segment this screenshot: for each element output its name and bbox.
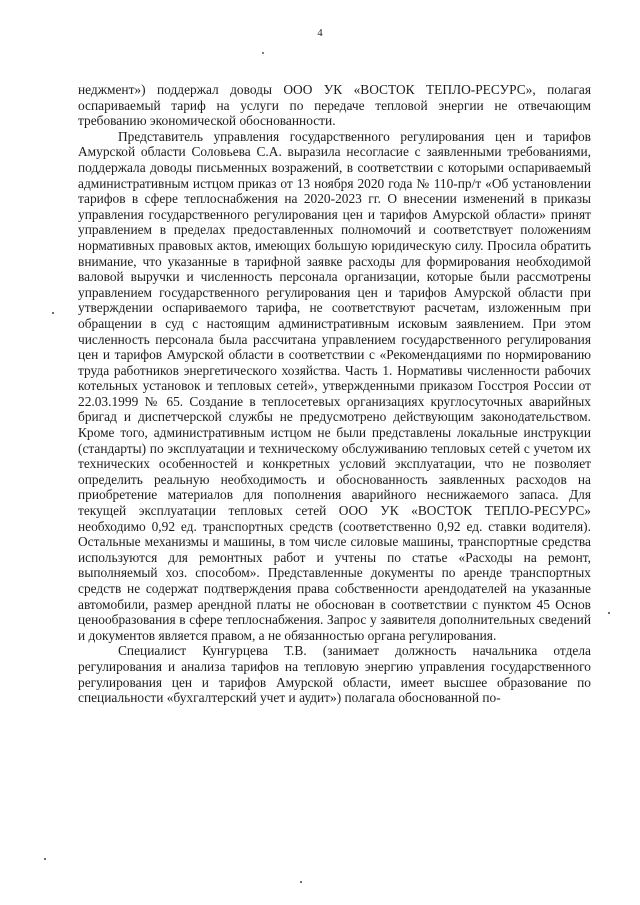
scan-speck [608, 612, 610, 614]
page-number: 4 [317, 28, 323, 39]
scan-speck [262, 52, 264, 54]
scan-speck [44, 858, 46, 860]
document-body [78, 82, 591, 706]
scan-speck [300, 881, 302, 883]
paragraph-continuation: неджмент») поддержал доводы ООО УК «ВОСТОК ТЕПЛО-РЕСУРС», полагая оспариваемый тариф на услуги по передаче тепловой энергии не отвечающим требованию экономической обоснованности. [78, 82, 591, 129]
paragraph-specialist-statement: Специалист Кунгурцева Т.В. (занимает должность начальника отдела регулирования и анализа тарифов на тепловую энергию управления государственного регулирования цен и тарифов Амурской области, имеет высшее образование по специальности «бухгалтерский учет и аудит») полагала обоснованной по- [78, 643, 591, 706]
paragraph-representative-statement: Представитель управления государственного регулирования цен и тарифов Амурской области Соловьева С.А. выразила несогласие с заявленными требованиями, поддержала доводы письменных возражений, в соответствии с которыми оспариваемый административным истцом приказ от 13 ноября 2020 года № 110-пр/т «Об установлении тарифов в сфере теплоснабжения на 2020-2023 гг. О внесении изменений в приказы управления государственного регулирования цен и тарифов Амурской области» принят управлением в пределах предоставленных полномочий и соответствует положениям нормативных правовых актов, имеющих большую юридическую силу. Просила обратить внимание, что указанные в тарифной заявке расходы для формирования необходимой валовой выручки и численность персонала организации, которые были рассмотрены управлением государственного регулирования цен и тарифов Амурской области при утверждении оспариваемого тарифа, не соответствуют расчетам, изложенным при обращении в суд с настоящим административным исковым заявлением. При этом численность персонала была рассчитана управлением государственного регулирования цен и тарифов Амурской области в соответствии с «Рекомендациями по нормированию труда работников энергетического хозяйства. Часть 1. Нормативы численности рабочих котельных установок и тепловых сетей», утвержденными приказом Госстроя России от 22.03.1999 № 65. Создание в теплосетевых организациях круглосуточных аварийных бригад и диспетчерской службы не предусмотрено действующим законодательством. Кроме того, административным истцом не были представлены локальные инструкции (стандарты) по эксплуатации и техническому обслуживанию тепловых сетей с учетом их технических особенностей и конкретных условий эксплуатации, что не позволяет определить реальную необходимость и обоснованность заявленных расходов на приобретение материалов для пополнения аварийного неснижаемого запаса. Для текущей эксплуатации тепловых сетей ООО УК «ВОСТОК ТЕПЛО-РЕСУРС» необходимо 0,92 ед. транспортных средств (соответственно 0,92 ед. ставки водителя). Остальные механизмы и машины, в том числе силовые машины, транспортные средства используются для ремонтных работ и учтены по статье «Расходы на ремонт, выполняемый хоз. способом». Представленные документы по аренде транспортных средств не содержат подтверждения права собственности арендодателей на указанные автомобили, размер арендной платы не обоснован в соответствии с пунктом 45 Основ ценообразования в сфере теплоснабжения. Запрос у заявителя дополнительных сведений и документов является правом, а не обязанностью органа регулирования. [78, 128, 591, 643]
scan-speck [52, 312, 54, 314]
